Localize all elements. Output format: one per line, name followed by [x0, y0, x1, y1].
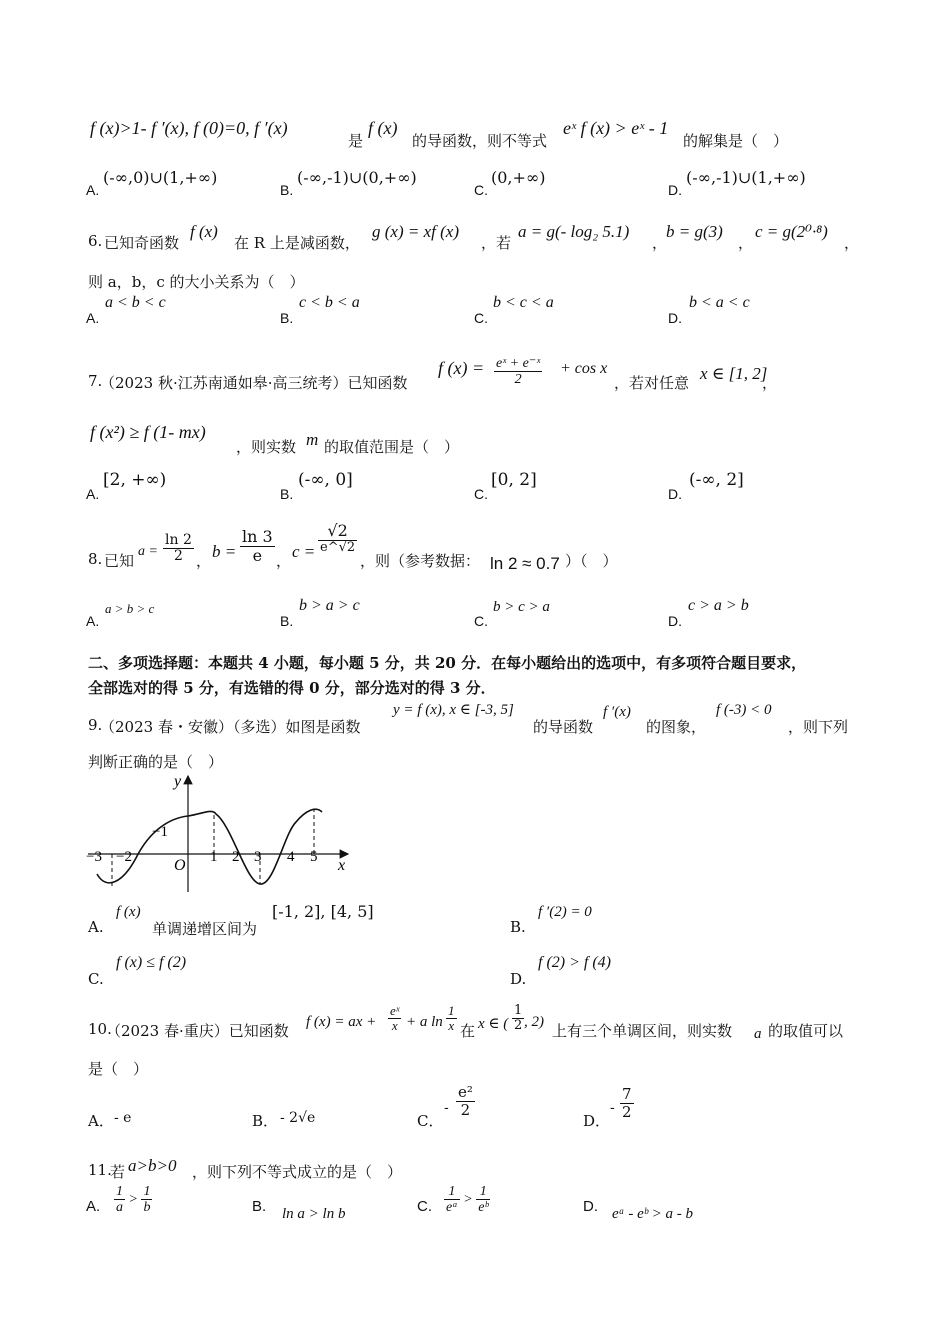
q10-domain-num: 1 — [514, 1003, 523, 1018]
q7-text-4: ，则实数 — [236, 438, 297, 456]
q10-domain-part-2: , 2) — [524, 1014, 544, 1030]
q8-c-lhs: c = — [292, 542, 316, 561]
q9-text-3: 的图象， — [646, 718, 707, 736]
q10-option-a[interactable]: - e — [114, 1110, 132, 1126]
q6-option-b[interactable]: c < b < a — [299, 294, 360, 311]
q8-sep-2: ， — [276, 552, 292, 570]
q11-a-den2: b — [143, 1200, 151, 1216]
q9-option-a-fx[interactable]: f (x) — [116, 904, 141, 920]
q8-a-fraction — [163, 533, 194, 565]
q7-inequality: f (x²) ≥ f (1- mx) — [90, 422, 206, 442]
q11-option-c-label[interactable]: C. — [417, 1198, 432, 1215]
x-tick-2: 2 — [232, 849, 240, 865]
q5-option-b[interactable]: (-∞,-1)∪(0,+∞) — [297, 168, 417, 187]
q6-option-b-label[interactable]: B. — [280, 310, 294, 326]
q5-option-b-label[interactable]: B. — [280, 182, 294, 198]
q9-derivative: f ′(x) — [603, 704, 631, 720]
x-tick-5: 5 — [310, 849, 318, 865]
x-tick-4: 4 — [287, 849, 295, 865]
q6-a-definition: a = g(- log₂ 5.1) — [518, 222, 630, 241]
q6-number: 6. — [88, 232, 103, 250]
q10-fn-part-1: f (x) = ax + — [306, 1014, 377, 1030]
q6-option-c-label[interactable]: C. — [474, 310, 488, 326]
q11-a-num1: 1 — [116, 1184, 123, 1199]
x-tick-1: 1 — [210, 849, 218, 865]
q10-text-4: 的取值可以 — [768, 1022, 844, 1040]
q11-option-a[interactable] — [114, 1184, 152, 1216]
q7-option-d[interactable]: (-∞, 2] — [689, 470, 744, 490]
q5-option-c-label[interactable]: C. — [474, 182, 488, 198]
q10-fn-fraction-1 — [388, 1004, 401, 1034]
q7-option-c-label[interactable]: C. — [474, 486, 488, 502]
q11-option-b[interactable]: ln a > ln b — [282, 1206, 346, 1222]
q5-text-2: 的导函数，则不等式 — [412, 132, 548, 150]
q11-text-2: ，则下列不等式成立的是（ ） — [192, 1163, 403, 1181]
q9-option-a-label[interactable]: A. — [88, 918, 104, 936]
q10-domain-part-1: x ∈ ( — [478, 1016, 509, 1032]
origin-label: O — [174, 857, 186, 874]
q8-text-2: ，则（参考数据： — [360, 552, 481, 570]
q5-fx: f (x) — [368, 118, 398, 138]
q10-number: 10. — [88, 1020, 112, 1038]
q7-m: m — [306, 430, 319, 449]
q10-domain-fraction — [512, 1004, 524, 1034]
q7-cos-term: + cos x — [560, 360, 608, 377]
q6-text-5: ， — [738, 234, 754, 252]
q10-option-d-fraction[interactable] — [620, 1086, 634, 1120]
q8-option-d[interactable]: c > a > b — [688, 597, 749, 614]
q10-fn-fraction-2 — [446, 1004, 457, 1034]
q11-c-num2: 1 — [476, 1184, 490, 1200]
q8-b-num: ln 3 — [242, 527, 273, 546]
q8-b-lhs: b = — [212, 542, 237, 561]
q7-source: （2023 秋·江苏南通如皋·高三统考）已知函数 — [100, 374, 408, 392]
q11-c-rel: > — [463, 1192, 473, 1208]
q6-b-definition: b = g(3) — [666, 222, 723, 241]
q7-fx: f (x) = — [438, 358, 485, 378]
section-2-line-2: 全部选对的得 5 分，有选错的得 0 分，部分选对的得 3 分． — [88, 679, 496, 697]
q10-option-c-label[interactable]: C． — [417, 1112, 444, 1130]
q6-text-3: ，若 — [481, 234, 512, 252]
q8-option-b-label[interactable]: B. — [280, 613, 294, 629]
q7-domain: x ∈ [1, 2] — [700, 364, 768, 383]
q10-option-c-num: e² — [458, 1083, 473, 1101]
q8-text-3: ）（ ） — [565, 552, 618, 570]
q8-option-c-label[interactable]: C. — [474, 613, 488, 629]
q10-option-d-den: 2 — [622, 1102, 632, 1121]
q7-option-c[interactable]: [0, 2] — [491, 470, 537, 490]
q6-option-a[interactable]: a < b < c — [105, 294, 166, 311]
q11-c-den1: eᵃ — [446, 1200, 458, 1216]
q10-fn-num-1: eˣ — [390, 1003, 400, 1018]
q8-c-num: √2 — [318, 522, 357, 541]
q10-fn-num-2: 1 — [448, 1003, 455, 1018]
q5-option-a-label[interactable]: A. — [86, 182, 100, 198]
q10-domain-den: 2 — [514, 1018, 523, 1034]
q5-option-d-label[interactable]: D. — [668, 182, 682, 198]
q10-option-d-minus[interactable]: - — [610, 1100, 615, 1116]
q9-option-c[interactable]: f (x) ≤ f (2) — [116, 954, 187, 971]
q8-option-d-label[interactable]: D. — [668, 613, 682, 629]
q8-a-den: 2 — [173, 548, 183, 565]
q8-option-a[interactable]: a > b > c — [105, 601, 155, 616]
q6-g-definition: g (x) = xf (x) — [372, 222, 459, 241]
q5-option-d[interactable]: (-∞,-1)∪(1,+∞) — [686, 168, 806, 187]
q10-option-d-num: 7 — [622, 1085, 632, 1103]
q9-text-4: ，则下列 — [788, 718, 849, 736]
x-tick-minus3: −3 — [86, 849, 102, 865]
derivative-curve — [97, 809, 322, 884]
q11-condition: a>b>0 — [128, 1156, 177, 1175]
q10-fn-den-1: x — [391, 1018, 398, 1034]
q8-option-a-label[interactable]: A. — [86, 613, 100, 629]
q7-fraction-den: 2 — [514, 372, 522, 388]
q7-fraction — [494, 356, 542, 388]
q8-a-lhs: a = — [138, 544, 158, 559]
q7-option-b[interactable]: (-∞, 0] — [298, 470, 353, 490]
q6-text-1: 已知奇函数 — [104, 234, 180, 252]
q7-option-a-label[interactable]: A. — [86, 486, 100, 502]
q6-fx: f (x) — [190, 222, 218, 241]
q7-text-5: 的取值范围是（ ） — [324, 438, 460, 456]
q9-option-d-label[interactable]: D. — [510, 970, 527, 988]
q9-source: （2023 春・安徽）（多选）如图是函数 — [100, 718, 361, 736]
q11-option-d-label[interactable]: D. — [583, 1198, 598, 1215]
q10-option-c-fraction[interactable] — [456, 1084, 475, 1118]
q5-text-3: 的解集是（ ） — [683, 132, 789, 150]
q6-option-a-label[interactable]: A. — [86, 310, 100, 326]
q6-c-definition: c = g(2⁰·⁸) — [755, 222, 828, 241]
q9-condition: f (-3) < 0 — [716, 702, 772, 718]
x-tick-3: 3 — [254, 849, 262, 865]
q8-a-num: ln 2 — [165, 532, 192, 548]
q6-line-2: 则 a，b，c 的大小关系为（ ） — [88, 273, 305, 291]
q7-fraction-num: eˣ + e⁻ˣ — [496, 356, 541, 371]
section-2-line-1: 二、多项选择题：本题共 4 小题，每小题 5 分，共 20 分．在每小题给出的选项中，有多项符合题目要求， — [88, 654, 807, 672]
q11-option-a-label[interactable]: A. — [86, 1198, 101, 1215]
q10-option-c-den: 2 — [460, 1100, 471, 1119]
q6-text-6: ， — [844, 234, 860, 252]
q9-option-b[interactable]: f ′(2) = 0 — [538, 904, 592, 920]
q6-option-d-label[interactable]: D. — [668, 310, 682, 326]
q8-b-fraction — [240, 528, 275, 564]
q11-number: 11. — [88, 1161, 112, 1179]
q8-number: 8. — [88, 550, 103, 568]
q9-option-b-label[interactable]: B. — [510, 918, 526, 936]
q7-option-d-label[interactable]: D. — [668, 486, 682, 502]
q7-text-2: ，若对任意 — [614, 374, 690, 392]
q7-option-b-label[interactable]: B. — [280, 486, 294, 502]
q5-option-a[interactable]: (-∞,0)∪(1,+∞) — [103, 168, 218, 187]
y-axis-label: y — [174, 773, 182, 790]
q10-text-2: 在 — [460, 1022, 476, 1040]
q11-a-den1: a — [116, 1200, 123, 1216]
q9-option-a-text[interactable]: 单调递增区间为 — [152, 920, 258, 938]
q10-source: （2023 春·重庆）已知函数 — [106, 1022, 289, 1040]
q9-option-c-label[interactable]: C. — [88, 970, 104, 988]
q9-line-2: 判断正确的是（ ） — [88, 753, 224, 771]
q10-option-c-minus[interactable]: - — [444, 1100, 449, 1116]
q10-a: a — [754, 1026, 762, 1042]
q11-a-rel: > — [128, 1192, 138, 1208]
q11-option-c[interactable] — [444, 1184, 490, 1216]
q7-option-a[interactable]: [2, +∞) — [103, 470, 167, 490]
q8-c-den: e^√2 — [320, 539, 356, 555]
q10-option-b-label[interactable]: B． — [252, 1112, 279, 1130]
q10-fn-part-2: + a ln — [406, 1014, 443, 1030]
q6-option-d[interactable]: b < a < c — [689, 294, 750, 311]
q8-text-1: 已知 — [104, 552, 135, 570]
q6-option-c[interactable]: b < c < a — [493, 294, 554, 311]
q9-text-2: 的导函数 — [533, 718, 594, 736]
q8-b-den: e — [252, 545, 263, 565]
x-axis-label: x — [338, 857, 346, 874]
q8-reference: ln 2 ≈ 0.7 — [490, 554, 560, 573]
q6-text-4: ， — [652, 234, 668, 252]
q11-option-b-label[interactable]: B. — [252, 1198, 267, 1215]
q11-option-d[interactable]: eᵃ - eᵇ > a - b — [612, 1206, 693, 1222]
q5-inequality: eˣ f (x) > eˣ - 1 — [563, 118, 669, 138]
x-tick-minus2: −2 — [116, 849, 132, 865]
q11-text-1: 若 — [110, 1163, 126, 1181]
q10-line-2: 是（ ） — [88, 1060, 149, 1078]
q7-number: 7. — [88, 372, 103, 390]
q8-option-c[interactable]: b > c > a — [493, 599, 550, 615]
q10-option-b[interactable]: - 2√e — [280, 1110, 316, 1126]
q9-number: 9. — [88, 716, 103, 734]
q5-condition: f (x)>1- f ′(x), f (0)=0, f ′(x) — [90, 118, 288, 138]
q9-option-d[interactable]: f (2) > f (4) — [538, 954, 611, 971]
q6-text-2: 在 R 上是减函数， — [234, 234, 360, 252]
q8-sep-1: ， — [196, 552, 212, 570]
q11-a-num2: 1 — [143, 1184, 151, 1199]
q7-text-3: ， — [762, 374, 778, 392]
q10-text-3: 上有三个单调区间，则实数 — [552, 1022, 733, 1040]
q10-fn-den-2: x — [448, 1018, 455, 1034]
q11-c-num1: 1 — [444, 1184, 460, 1200]
q11-c-den2: eᵇ — [478, 1200, 489, 1216]
y-tick-minus1: −1 — [152, 824, 168, 840]
q5-option-c[interactable]: (0,+∞) — [491, 168, 546, 187]
q9-derivative-graph — [84, 770, 354, 896]
q5-text-1: 是 — [348, 132, 364, 150]
q8-c-fraction — [318, 522, 357, 555]
q10-option-a-label[interactable]: A． — [88, 1112, 114, 1130]
q8-option-b[interactable]: b > a > c — [299, 597, 360, 614]
q9-option-a-value[interactable]: [-1, 2], [4, 5] — [272, 902, 374, 921]
q10-option-d-label[interactable]: D． — [583, 1112, 611, 1130]
q9-function: y = f (x), x ∈ [-3, 5] — [393, 702, 514, 718]
